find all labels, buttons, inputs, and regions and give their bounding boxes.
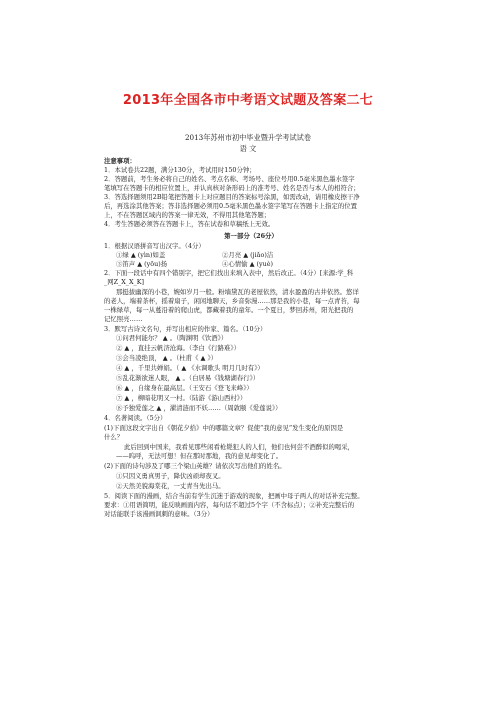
notice-line: 后，再选涂其他答案；答非选择题必须用0.5毫米黑色墨水签字笔写在答题卡上指定的位置 (104, 202, 358, 210)
q3-item: ⑤乱花渐欲迷人眼， ▲ 。（白居易《钱塘湖春行》） (116, 374, 260, 382)
question-2: 2．下面一段话中有四个错别字，把它们找出来填入表中，然后改正。（4分）[来源:学_科 (104, 269, 354, 277)
notice-heading: 注意事项： (104, 157, 136, 165)
q3-item: ③会当凌绝顶， ▲ 。（杜甫《 ▲ 》） (116, 354, 218, 362)
subject-label: 语 文 (239, 144, 257, 153)
notice-line: 上，不在答题区域内的答案一律无效，不得用其他笔答题； (104, 211, 271, 219)
poem-line: ①只因义勇真男子，降伏凶顽却夜叉。 (116, 472, 225, 480)
question-1: 1．根据汉语拼音写出汉字。（4分） (104, 242, 205, 250)
question-3: 3．默写古诗文名句，并写出相应的作家、篇名。（10分） (104, 325, 267, 333)
q3-item: ⑧予独爱莲之 ▲ ，濯清涟而不妖……（周敦颐《爱莲说》） (116, 404, 282, 412)
passage-line: 记忆照亮…… (104, 315, 143, 323)
notice-line: 4．考生答题必须答在答题卡上，答在试卷和草稿纸上无效。 (104, 220, 275, 228)
notice-line: 笔填写在答题卡的相应位置上，并认真核对条形码上的准考号、姓名是否与本人的相符合； (104, 184, 360, 192)
notice-line: 1．本试卷共22题，满分130分，考试用时150分钟； (104, 166, 256, 174)
notice-line: 2．答题前，考生务必将自己的姓名、考点名称、考场号、座位号用0.5毫米黑色墨水签字 (104, 175, 355, 183)
q4-part2: (2)下面的诗句涉及了哪三个梁山英雄？请依次写出他们的姓名。 (104, 462, 286, 470)
passage-line: 一株绿草，每一从蔓沿着的爬山虎，都藏着我的童年。一个夏日，梦回苏州，阳光把我的 (104, 306, 354, 314)
exam-subtitle: 2013年苏州市初中毕业暨升学考试试卷 (184, 133, 312, 142)
poem-line: ②天然美貌海棠花，一丈青当先出马。 (116, 482, 225, 490)
question-5-line: 要求：①用语简明，能反映画面内容，每句话不超过5个字（不含标点）；②补充完整后的 (104, 501, 355, 509)
question-5-line: 对话能联手该漫画讽刺的意味。（3分） (104, 510, 214, 518)
q3-item: ⑦ ▲ ，柳暗花明又一村。（陆游《游山西村》） (116, 394, 247, 402)
q4-part1-cont: 什么？ (104, 433, 124, 441)
q4-part1: (1)下面这段文字出自《朝花夕拾》中的哪篇文章？促使“我的意见”发生变化的原因是 (104, 424, 344, 432)
question-2-cont: _网Z_X_X_K] (104, 278, 144, 286)
passage-line: 的老人，端着茶杯，摇着扇子，闲闲地聊天，乡音弥漫……那是我的小巷，每一点青苔，每 (104, 297, 360, 305)
q1-item: ①绿 ▲ (yìn)如盖 (116, 251, 166, 259)
document-title: 2013年全国各市中考语文试题及答案二七 (122, 93, 374, 108)
q1-item: ③笛声 ▲ (yōu)扬 (116, 260, 168, 268)
q3-item: ④ ▲ ，千里共婵娟。（ ▲ 《水调歌头 明月几时有》） (116, 364, 264, 372)
passage-line: 那挺拔幽深的小巷，婉如岁月一般。粉墙黛瓦的老屋依然，清水盈盈的古井依然。悠详 (116, 288, 359, 296)
q1-item: ②月亮 ▲ (jiǎo)洁 (222, 251, 274, 259)
part-heading: 第一部分（26分） (224, 232, 278, 240)
q3-item: ①问君何能尔？ ▲ 。（陶渊明《饮酒》） (116, 334, 228, 342)
q3-item: ② ▲ ，直挂云帆济沧海。（李白《行路难》） (116, 344, 240, 352)
notice-line: 3．答选择题须用2B铅笔把答题卡上对应题目的答案标号涂黑，如需改动，请用橡皮擦干净 (104, 193, 360, 201)
quote-line: ——呜呼，无法可想！但在那时那地，我的意见却变化了。 (116, 452, 283, 460)
quote-line: 此后回到中国来，我看见那些闲看枪毙犯人的人们，他们也何尝不酒醉似的喝采， (124, 443, 355, 451)
q1-item: ④心情愉 ▲ (yuè) (222, 260, 274, 268)
question-4: 4．名著阅读。（5分） (104, 414, 167, 422)
question-5: 5．阅读下面的漫画，结合当前有学生沉迷于游戏的现象，把画中母子两人的对话补充完整。 (104, 492, 364, 500)
q3-item: ⑥ ▲ ，自缘身在最高层。（王安石《登飞来峰》） (116, 384, 253, 392)
